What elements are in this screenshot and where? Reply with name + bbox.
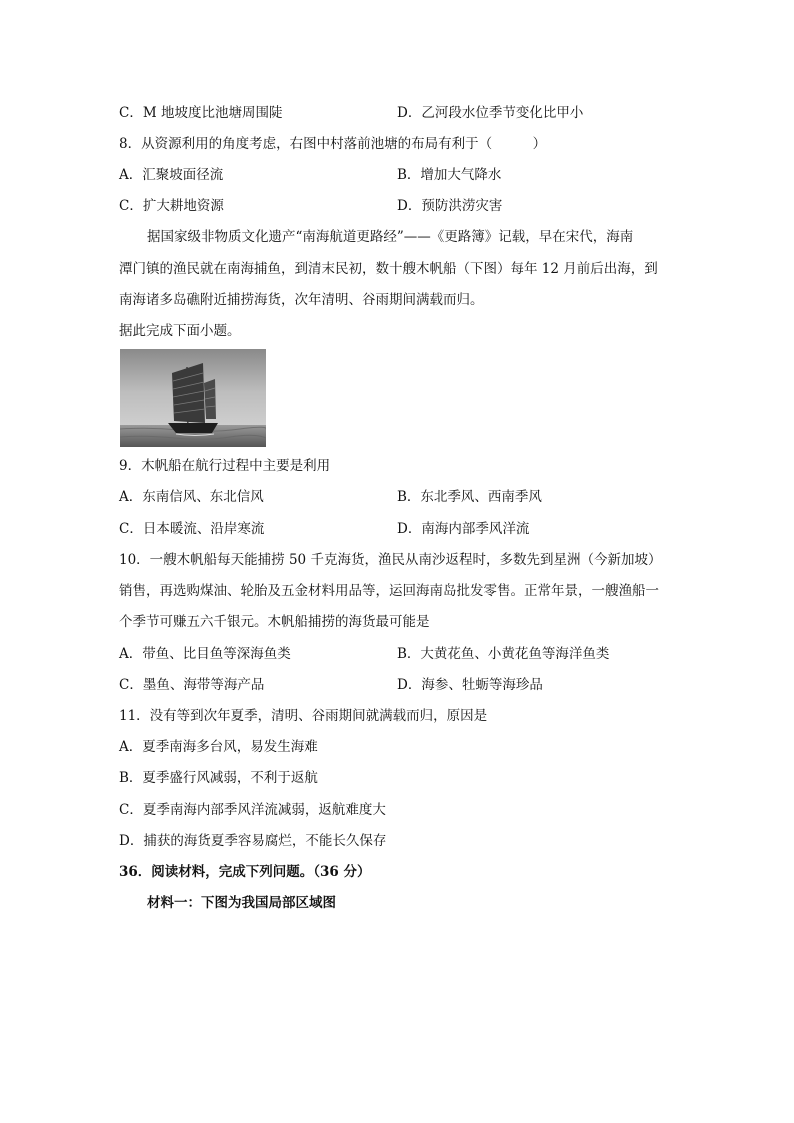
passage-line-1: 据国家级非物质文化遗产“南海航道更路经”——《更路簿》记载，早在宋代，海南	[147, 229, 634, 245]
passage-line-2: 潭门镇的渔民就在南海捕鱼，到清末民初，数十艘木帆船（下图）每年 12 月前后出海，到	[119, 261, 658, 277]
q7-option-c: C．M 地坡度比池塘周围陡	[119, 105, 283, 121]
q11-option-c: C．夏季南海内部季风洋流减弱，返航难度大	[119, 802, 386, 818]
q10-option-b: B．大黄花鱼、小黄花鱼等海洋鱼类	[397, 646, 610, 662]
junk-sailboat-photo	[120, 349, 266, 447]
q10-stem-line-1: 10．一艘木帆船每天能捕捞 50 千克海货，渔民从南沙返程时，多数先到星洲（今新加坡）	[119, 552, 662, 568]
q11-option-d: D．捕获的海货夏季容易腐烂，不能长久保存	[119, 833, 387, 849]
q36-stem: 36．阅读材料，完成下列问题。（36 分）	[119, 864, 371, 880]
q9-option-a: A．东南信风、东北信风	[119, 489, 264, 505]
q8-option-a: A．汇聚坡面径流	[119, 167, 224, 183]
q10-option-c: C．墨鱼、海带等海产品	[119, 677, 265, 693]
q9-option-d: D．南海内部季风洋流	[397, 521, 530, 537]
q10-option-d: D．海参、牡蛎等海珍品	[397, 677, 543, 693]
q8-option-c: C．扩大耕地资源	[119, 198, 224, 214]
q9-stem: 9．木帆船在航行过程中主要是利用	[119, 458, 331, 474]
q11-stem: 11．没有等到次年夏季，清明、谷雨期间就满载而归，原因是	[119, 708, 488, 724]
q36-material-1-caption: 材料一：下图为我国局部区域图	[147, 895, 336, 911]
passage-line-3: 南海诸多岛礁附近捕捞海货，次年清明、谷雨期间满载而归。	[119, 292, 484, 308]
q10-stem-line-2: 销售，再选购煤油、轮胎及五金材料用品等，运回海南岛批发零售。正常年景，一艘渔船一	[119, 583, 659, 599]
passage-line-4: 据此完成下面小题。	[119, 323, 241, 339]
q8-option-d: D．预防洪涝灾害	[397, 198, 503, 214]
q8-stem: 8．从资源利用的角度考虑，右图中村落前池塘的布局有利于（ ）	[119, 136, 547, 152]
q9-option-b: B．东北季风、西南季风	[397, 489, 542, 505]
q9-option-c: C．日本暖流、沿岸寒流	[119, 521, 265, 537]
q10-stem-line-3: 个季节可赚五六千银元。木帆船捕捞的海货最可能是	[119, 614, 430, 630]
q7-option-d: D．乙河段水位季节变化比甲小	[397, 105, 584, 121]
q11-option-a: A．夏季南海多台风，易发生海难	[119, 739, 318, 755]
q8-option-b: B．增加大气降水	[397, 167, 502, 183]
q11-option-b: B．夏季盛行风减弱，不利于返航	[119, 770, 318, 786]
q10-option-a: A．带鱼、比目鱼等深海鱼类	[119, 646, 291, 662]
